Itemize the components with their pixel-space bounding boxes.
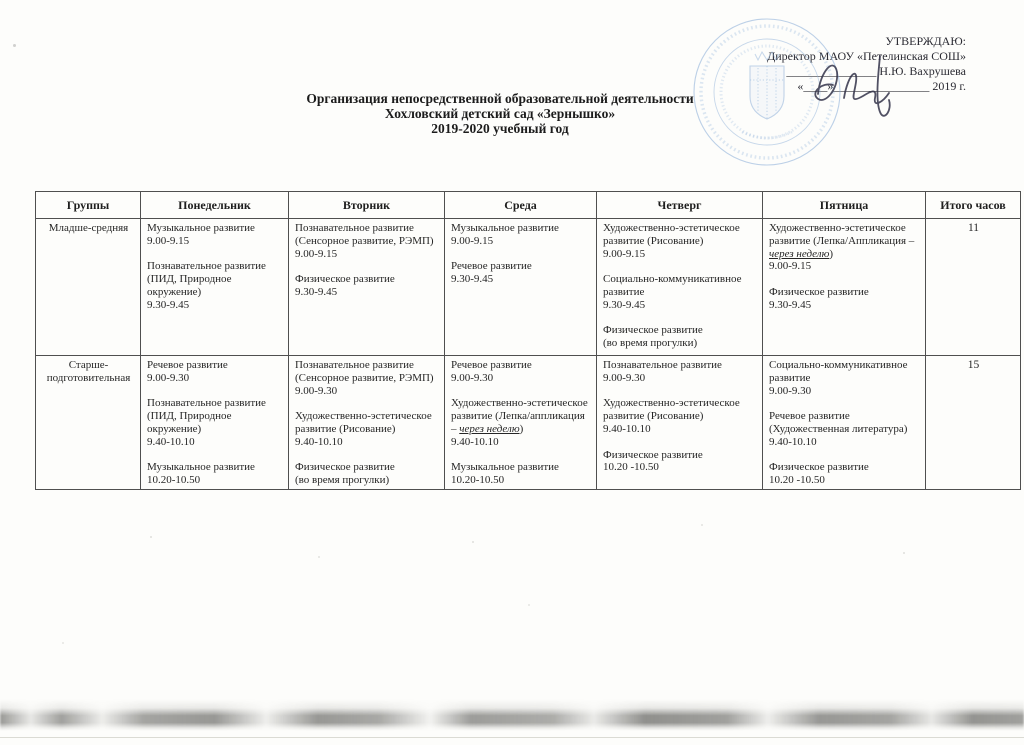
friday-text-after: ) 9.00-9.15 Физическое развитие 9.30-9.45: [769, 247, 869, 311]
approval-line-director: Директор МАОУ «Петелинская СОШ»: [767, 49, 966, 63]
schedule-cell-tuesday: Познавательное развитие (Сенсорное развитие, РЭМП) 9.00-9.30 Художественно-эстетическое развитие (Рисование) 9.40-10.10 Физическое развитие (во время прогулки): [289, 356, 445, 490]
document-title: [0, 92, 1000, 136]
wednesday-text: Речевое развитие 9.00-9.30 Художественно-эстетическое развитие (Лепка/аппликация –: [451, 359, 588, 435]
scan-artifact-edge-line: [0, 737, 1024, 738]
friday-text: Художественно-эстетическое развитие (Лепка/Аппликация –: [769, 222, 915, 247]
col-header-friday: Пятница: [763, 192, 926, 219]
table-row-younger-middle-group: [36, 219, 1021, 356]
scan-noise-speck: [13, 44, 16, 47]
scan-noise-speck: [903, 552, 905, 554]
wednesday-text-after: ) 9.40-10.10 Музыкальное развитие 10.20-10.50: [451, 422, 559, 487]
title-line-2: Хохловский детский сад «Зернышко»: [384, 105, 616, 121]
schedule-cell-tuesday: Познавательное развитие (Сенсорное развитие, РЭМП) 9.00-9.15 Физическое развитие 9.30-9.45: [289, 219, 445, 356]
col-header-monday: Понедельник: [141, 192, 289, 219]
schedule-cell-wednesday: Музыкальное развитие 9.00-9.15 Речевое развитие 9.30-9.45: [445, 219, 597, 356]
schedule-cell-monday: Речевое развитие 9.00-9.30 Познавательное развитие (ПИД, Природное окружение) 9.40-10.10 Музыкальное развитие 10.20-10.50: [141, 356, 289, 490]
wednesday-note-weekly: через неделю: [459, 422, 520, 435]
scan-noise-speck: [528, 604, 530, 606]
friday-note-weekly: через неделю: [769, 247, 830, 260]
approval-line-date: «____»________________ 2019 г.: [797, 79, 966, 93]
schedule-cell-wednesday: [445, 356, 597, 490]
table-row-older-preparatory-group: [36, 356, 1021, 490]
total-hours-cell: 15: [926, 356, 1021, 490]
schedule-cell-monday: Музыкальное развитие 9.00-9.15 Познавательное развитие (ПИД, Природное окружение) 9.30-9.45: [141, 219, 289, 356]
title-line-1: Организация непосредственной образовательной деятельности: [306, 91, 694, 106]
scan-noise-speck: [62, 642, 64, 644]
col-header-thursday: Четверг: [597, 192, 763, 219]
title-line-3: 2019-2020 учебный год: [431, 120, 569, 136]
group-name-cell: Старше-подготовительная: [36, 356, 141, 490]
col-header-tuesday: Вторник: [289, 192, 445, 219]
col-header-wednesday: Среда: [445, 192, 597, 219]
total-hours-cell: 11: [926, 219, 1021, 356]
schedule-cell-friday: Социально-коммуникативное развитие 9.00-9.30 Речевое развитие (Художественная литература) 9.40-10.10 Физическое развитие 10.20 -10.50: [763, 356, 926, 490]
schedule-cell-thursday: Художественно-эстетическое развитие (Рисование) 9.00-9.15 Социально-коммуникативное развитие 9.30-9.45 Физическое развитие (во время прогулки): [597, 219, 763, 356]
scan-noise-speck: [701, 524, 703, 526]
approval-line-approve: УТВЕРЖДАЮ:: [885, 34, 966, 48]
schedule-cell-thursday: Познавательное развитие 9.00-9.30 Художественно-эстетическое развитие (Рисование) 9.40-10.10 Физическое развитие 10.20 -10.50: [597, 356, 763, 490]
scan-noise-speck: [472, 541, 474, 543]
scan-noise-speck: [150, 536, 152, 538]
group-name-cell: Младше-средняя: [36, 219, 141, 356]
schedule-table: [35, 191, 1021, 490]
col-header-total-hours: Итого часов: [926, 192, 1021, 219]
header-row: [36, 192, 1021, 219]
col-header-groups: Группы: [36, 192, 141, 219]
approval-line-name: _______________ Н.Ю. Вахрушева: [786, 64, 966, 78]
scan-noise-speck: [318, 556, 320, 558]
schedule-cell-friday: [763, 219, 926, 356]
scan-artifact-smudge-band: [0, 699, 1024, 731]
